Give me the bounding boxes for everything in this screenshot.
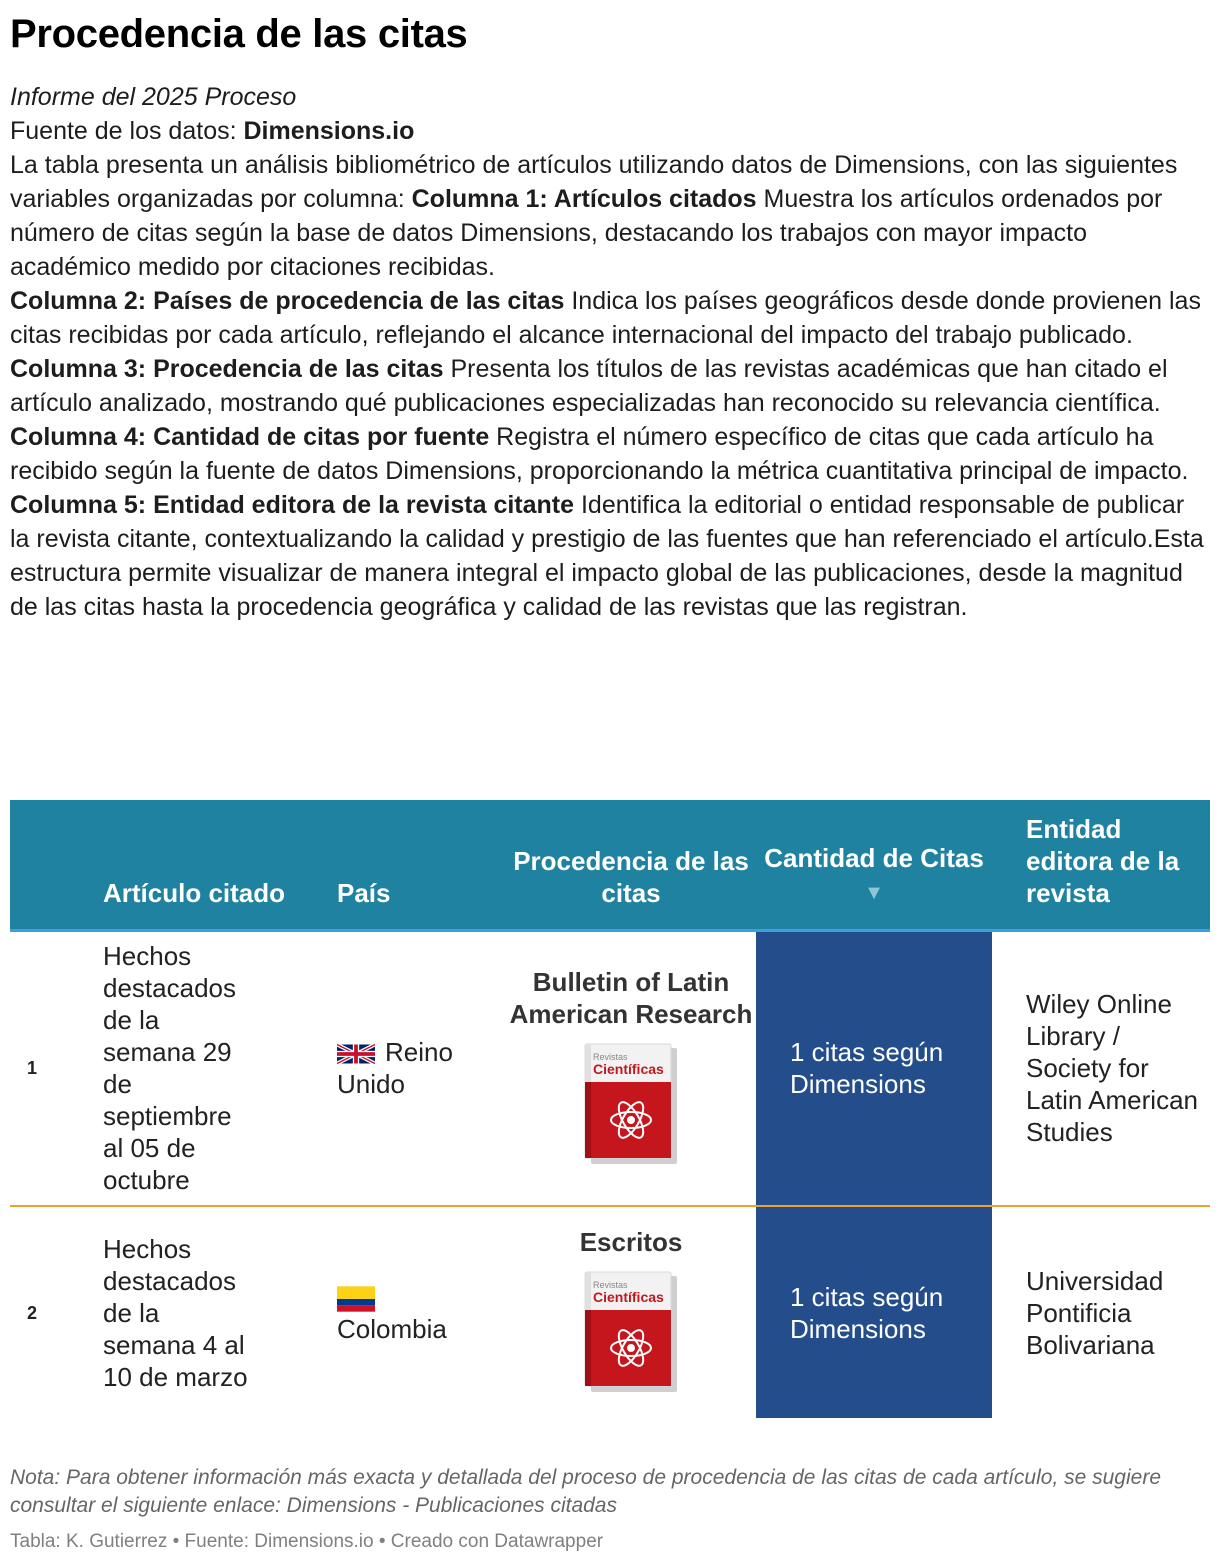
source-prefix: Fuente de los datos:: [10, 117, 244, 145]
uk-flag-icon: [337, 1041, 375, 1067]
journal-title: Bulletin of Latin American Research: [509, 966, 753, 1029]
page-title: Procedencia de las citas: [10, 12, 468, 56]
colombia-flag-icon: [337, 1286, 375, 1312]
row-rank: 2: [26, 1302, 37, 1323]
col4-text: Registra el número específico de citas que cada artículo ha recibido según la fuente de datos Dimensions, proporcionando la métrica cuantitativa principal de impacto.: [10, 423, 1189, 485]
header-cantidad[interactable]: [756, 800, 992, 930]
country-name: Reino Unido: [337, 1037, 453, 1100]
table-note: Nota: Para obtener información más exacta y detallada del proceso de procedencia de las citas de cada artículo, se sugiere consultar el siguiente enlace: Dimensions - Publicaciones citadas: [10, 1466, 1162, 1517]
book-top-text: Revistas: [593, 1051, 628, 1062]
col4-label: Columna 4: Cantidad de citas por fuente: [10, 423, 490, 451]
journal-title: Escritos: [579, 1227, 683, 1257]
row-articulo: Hechos destacados de la semana 29 de septiembre al 05 de octubre: [54, 930, 288, 1206]
book-main-text: Científicas: [593, 1060, 664, 1077]
col1-label: Columna 1: Artículos citados: [411, 185, 757, 213]
table-header-row: [10, 800, 1210, 930]
citations-table: [10, 800, 1210, 1418]
book-top-text: Revistas: [593, 1280, 628, 1290]
row-entidad: Wiley Online Library / Society for Latin American Studies: [992, 930, 1210, 1206]
col2-label: Columna 2: Países de procedencia de las citas: [10, 287, 565, 315]
row-cantidad: 1 citas según Dimensions: [756, 930, 992, 1206]
header-articulo[interactable]: Artículo citado: [54, 800, 288, 930]
intro-paragraph: La tabla presenta un análisis bibliométrico de artículos utilizando datos de Dimensions, con las siguientes variables organizadas por columna:: [10, 151, 1178, 213]
row-entidad: Universidad Pontificia Bolivariana: [1026, 1265, 1164, 1360]
header-procedencia[interactable]: Procedencia de las citas: [506, 800, 756, 930]
row-cantidad: 1 citas según Dimensions: [756, 1206, 992, 1418]
col1-text: Muestra los artículos ordenados por número de citas según la base de datos Dimensions, destacando los trabajos con mayor impacto académico medido por citaciones recibidas.: [10, 185, 1163, 281]
header-cantidad-label: Cantidad de Citas: [764, 842, 984, 873]
header-pais[interactable]: País: [288, 800, 506, 930]
row-rank: 1: [10, 930, 54, 1206]
col3-text: Presenta los títulos de las revistas académicas que han citado el artículo analizado, mostrando qué publicaciones especializadas han reconocido su relevancia científica.: [10, 355, 1168, 417]
table-row: [10, 930, 1210, 1206]
col5-text: Identifica la editorial o entidad responsable de publicar la revista citante, contextualizando la calidad y prestigio de las fuentes que han referenciado el artículo.Esta estructura permite visualizar de manera integral el impacto global de las publicaciones, desde la magnitud de las citas hasta la procedencia geográfica y calidad de las revistas que las registran.: [10, 491, 1204, 621]
col3-label: Columna 3: Procedencia de las citas: [10, 355, 444, 383]
book-main-text: Científicas: [593, 1289, 664, 1305]
row-articulo: Hechos destacados de la semana 4 al 10 de marzo: [103, 1233, 248, 1392]
header-entidad[interactable]: Entidad editora de la revista: [992, 800, 1210, 930]
journal-book-icon: [581, 1042, 681, 1164]
sort-descending-icon[interactable]: ▼: [864, 881, 884, 904]
row-pais: [288, 930, 506, 1206]
subtitle: Informe del 2025 Proceso: [10, 83, 297, 111]
table-footer: Tabla: K. Gutierrez • Fuente: Dimensions.io • Creado con Datawrapper: [10, 1531, 604, 1552]
row-procedencia: [506, 930, 756, 1206]
source-name: Dimensions.io: [243, 117, 415, 145]
col2-text: Indica los países geográficos desde donde provienen las citas recibidas por cada artículo, reflejando el alcance internacional del impacto del trabajo publicado.: [10, 287, 1201, 349]
header-rank: [10, 800, 54, 930]
description: [10, 80, 1210, 624]
country-name: Colombia: [337, 1313, 447, 1344]
row-procedencia: [506, 1206, 756, 1418]
row-pais: [288, 1206, 506, 1418]
journal-book-icon: [581, 1270, 681, 1392]
col5-label: Columna 5: Entidad editora de la revista citante: [10, 491, 575, 519]
table-row: [10, 1206, 1210, 1418]
